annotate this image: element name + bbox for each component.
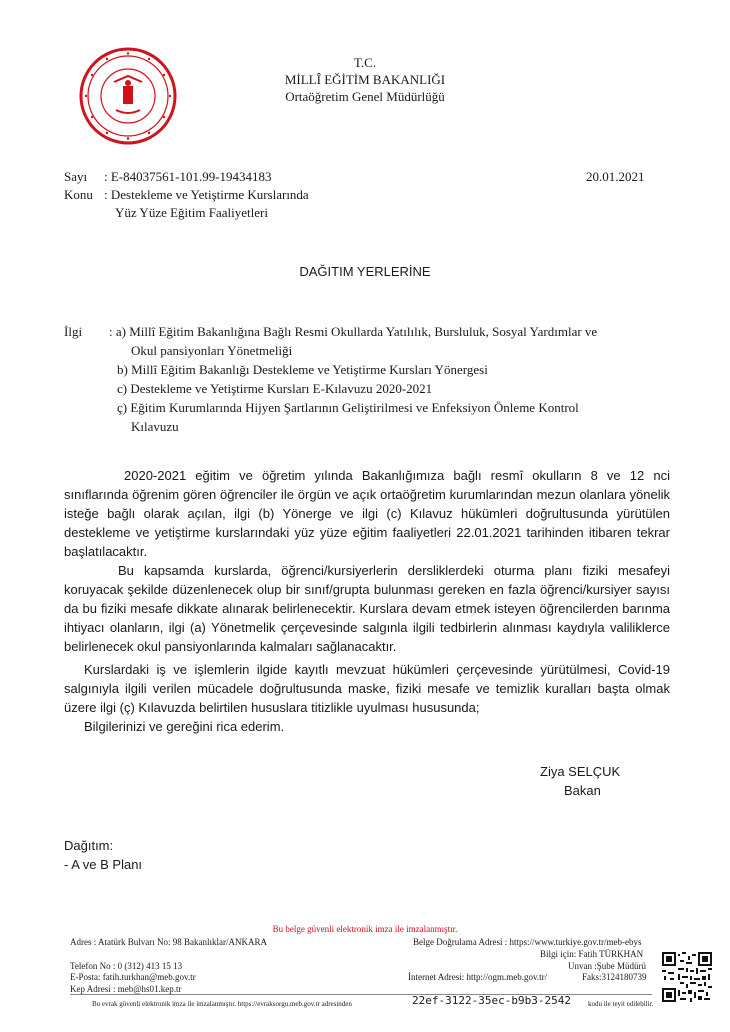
footer-email: E-Posta: fatih.turkhan@meb.gov.tr bbox=[70, 972, 196, 982]
ilgi-item-c: c) Destekleme ve Yetiştirme Kursları E-Kılavuzu 2020-2021 bbox=[117, 381, 433, 396]
footer-web: İnternet Adresi: http://ogm.meb.gov.tr/ bbox=[408, 972, 548, 982]
verification-code: 22ef-3122-35ec-b9b3-2542 bbox=[412, 994, 571, 1007]
header-ministry: MİLLÎ EĞİTİM BAKANLIĞI bbox=[284, 72, 446, 87]
qr-code-icon bbox=[662, 952, 712, 1002]
footer-phone: Telefon No : 0 (312) 413 15 13 bbox=[70, 961, 183, 971]
ilgi-item-a: : a) Millî Eğitim Bakanlığına Bağlı Resmi Okullarda Yatılılık, Bursluluk, Sosyal Yardımlar ve bbox=[109, 324, 598, 339]
ilgi-item-a-cont: Okul pansiyonları Yönetmeliği bbox=[131, 343, 293, 358]
ministry-seal-logo bbox=[78, 46, 178, 146]
footer-info-contact: Bilgi için: Fatih TÜRKHAN bbox=[540, 949, 644, 959]
footer-role: Unvan :Şube Müdürü bbox=[568, 961, 646, 971]
distribution-item: - A ve B Planı bbox=[64, 857, 143, 872]
body-paragraph-4: Bilgilerinizi ve gereğini rica ederim. bbox=[84, 719, 285, 734]
footer-verify-address: Belge Doğrulama Adresi : https://www.turkiye.gov.tr/meb-ebys bbox=[413, 937, 642, 947]
ilgi-item-b: b) Millî Eğitim Bakanlığı Destekleme ve Yetiştirme Kursları Yönergesi bbox=[117, 362, 488, 377]
body-paragraph-3: Kurslardaki iş ve işlemlerin ilgide kayıtlı mevzuat hükümleri çerçevesinde yürütülmesi, Covid-19 salgınıyla ilgili verilen mücadele doğrultusunda maske, fiziki mesafe ve temizlik kuralları başta olmak üzere ilgi (ç) Kılavuzda belirtilen hususlara titizlikle uyulması hususunda; bbox=[64, 662, 670, 715]
ilgi-item-c-cedilla: ç) Eğitim Kurumlarında Hijyen Şartlarının Geliştirilmesi ve Enfeksiyon Önleme Kontrol bbox=[117, 400, 579, 415]
header-tc: T.C. bbox=[353, 55, 377, 70]
sayi-value: : E-84037561-101.99-19434183 bbox=[104, 169, 272, 184]
footer-bottom-suffix: kodu ile teyit edilebilir. bbox=[588, 1000, 654, 1008]
signatory-title: Bakan bbox=[564, 783, 601, 798]
sayi-label: Sayı bbox=[64, 169, 88, 184]
ilgi-item-c-cedilla-cont: Kılavuzu bbox=[131, 419, 179, 434]
footer-bottom-prefix: Bu evrak güvenli elektronik imza ile imzalanmıştır. https://evraksorgu.meb.gov.tr adresinden bbox=[92, 1000, 352, 1008]
footer-kep: Kep Adresi : meb@hs01.kep.tr bbox=[70, 984, 182, 994]
body-paragraph-1: 2020-2021 eğitim ve öğretim yılında Bakanlığımıza bağlı resmî okulların 8 ve 12 nci sınıflarında öğrenim gören öğrenciler ile örgün ve açık ortaöğretim kurumlarından mezun olanlara yönelik isteğe bağlı olarak açılan, ilgi (b) Yönerge ve ilgi (c) Kılavuz hükümleri doğrultusunda yürütülen destekleme ve yetiştirme kurslarındaki yüz yüze eğitim faaliyetleri 22.01.2021 tarihinden itibaren tekrar başlatılacaktır. bbox=[64, 468, 670, 559]
letter-body bbox=[64, 466, 670, 736]
konu-line-1: : Destekleme ve Yetiştirme Kurslarında bbox=[104, 187, 309, 202]
konu-label: Konu bbox=[64, 187, 93, 202]
recipient-heading: DAĞITIM YERLERİNE bbox=[299, 264, 431, 279]
distribution-label: Dağıtım: bbox=[64, 838, 114, 853]
header-directorate: Ortaöğretim Genel Müdürlüğü bbox=[285, 89, 445, 104]
footer-fax: Faks:3124180739 bbox=[582, 972, 647, 982]
footer-address: Adres : Atatürk Bulvarı No: 98 Bakanlıklar/ANKARA bbox=[70, 937, 267, 947]
esign-note: Bu belge güvenli elektronik imza ile imzalanmıştır. bbox=[272, 924, 458, 934]
header-block bbox=[200, 54, 530, 105]
konu-line-2: Yüz Yüze Eğitim Faaliyetleri bbox=[115, 205, 268, 220]
signatory-name: Ziya SELÇUK bbox=[540, 764, 621, 779]
ilgi-label: İlgi bbox=[64, 324, 83, 339]
body-paragraph-2: Bu kapsamda kurslarda, öğrenci/kursiyerlerin dersliklerdeki oturma planı fiziki mesafeyi koruyacak şekilde düzenlenecek olup bir sınıf/grupta bulunması gereken en fazla öğrenci/kursiyer sayısı da bu fiziki mesafe dikkate alınarak belirlenecektir. Kurslara devam etmek isteyen öğrencilerden barınma ihtiyacı olanların, ilgi (a) Yönetmelik çerçevesinde salgınla ilgili tedbirlerin alınması kaydıyla valiliklerce belirlenecek okul pansiyonlarında kalmaları sağlanacaktır. bbox=[64, 563, 670, 654]
document-date: 20.01.2021 bbox=[586, 169, 645, 184]
